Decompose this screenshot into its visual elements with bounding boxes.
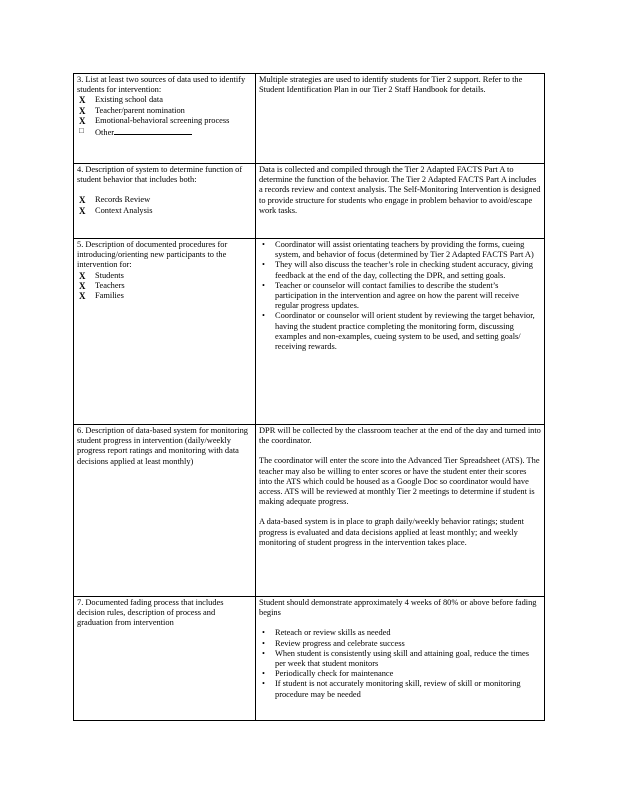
list-item: • Periodically check for maintenance — [262, 669, 394, 679]
bullet-icon: • — [262, 280, 265, 290]
bullet-icon: • — [262, 679, 265, 689]
row-7-right-cell — [256, 597, 545, 721]
row-4-options — [77, 195, 252, 215]
row-7-intro: Student should demonstrate approximately 4 weeks of 80% or above before fading begins — [259, 598, 537, 618]
row-3-right-cell — [256, 74, 545, 164]
row-7-heading: 7. Documented fading process that includes decision rules, description of process and graduation from intervention — [77, 598, 224, 628]
row-7-bullets — [259, 628, 541, 699]
option-teachers: X Teachers — [79, 280, 125, 291]
row-5-heading: 5. Description of documented procedures for introducing/orienting new participants to the intervention for: — [77, 240, 228, 270]
list-item: • If student is not accurately monitoring skill, review of skill or monitoring procedure may be needed — [262, 679, 521, 699]
bullet-icon: • — [262, 669, 265, 679]
option-context-analysis: X Context Analysis — [79, 205, 153, 216]
option-other: □ Other — [77, 126, 252, 138]
row-3-left-cell — [74, 74, 256, 164]
option-students: X Students — [79, 270, 124, 281]
checked-box-icon: X — [79, 105, 86, 116]
bullet-icon: • — [262, 648, 265, 658]
row-6-paragraph-3: A data-based system is in place to graph daily/weekly behavior ratings; student progress is evaluated and data decisions applied at least monthly; and weekly monitoring of student progress in the intervention takes place. — [259, 517, 524, 547]
empty-box-icon: □ — [79, 126, 84, 136]
row-3-options — [77, 95, 252, 138]
row-6-right-cell — [256, 425, 545, 597]
checked-box-icon: X — [79, 195, 86, 206]
list-item: • When student is consistently using skill and attaining goal, reduce the times per week that student monitors — [262, 648, 529, 669]
checked-box-icon: X — [79, 291, 86, 302]
row-4-heading: 4. Description of system to determine function of student behavior that includes both: — [77, 165, 243, 185]
option-existing-school-data: X Existing school data — [79, 95, 163, 106]
row-6-paragraph-2: The coordinator will enter the score into the Advanced Tier Spreadsheet (ATS). The teacher may also be willing to enter scores or have the student enter their scores into the ATS which could be housed as a Google Doc so coordinator would have access. ATS will be reviewed at monthly Tier 2 meetings to determine if student is making adequate progress. — [259, 456, 540, 507]
table-row — [74, 425, 545, 597]
option-families: X Families — [79, 291, 124, 302]
bullet-icon: • — [262, 240, 265, 249]
row-6-paragraph-1: DPR will be collected by the classroom teacher at the end of the day and turned into the coordinator. — [259, 426, 541, 446]
bullet-icon: • — [262, 638, 265, 648]
row-5-options — [77, 271, 252, 302]
checked-box-icon: X — [79, 95, 86, 106]
bullet-icon: • — [262, 260, 265, 270]
table-row — [74, 597, 545, 721]
list-item: • Teacher or counselor will contact families to describe the student’s participation in the intervention and agree on how the parent will receive regular progress updates. — [262, 280, 519, 311]
row-4-response: Data is collected and compiled through the Tier 2 Adapted FACTS Part A to determine the function of the behavior. The Tier 2 Adapted FACTS Part A includes a records review and context analysis. The Self-Monitoring Intervention is designed to provide structure for students who engage in problem behavior to avoid/escape work tasks. — [259, 165, 541, 215]
row-6-heading: 6. Description of data-based system for monitoring student progress in intervention (daily/weekly progress report ratings and monitoring with data decisions applied at least monthly) — [77, 426, 248, 466]
row-4-right-cell — [256, 164, 545, 239]
blank-line — [114, 126, 192, 135]
table-row — [74, 164, 545, 239]
list-item: • Reteach or review skills as needed — [262, 628, 391, 638]
row-6-left-cell — [74, 425, 256, 597]
row-7-left-cell — [74, 597, 256, 721]
bullet-icon: • — [262, 311, 265, 321]
option-emotional-behavioral-screening: X Emotional-behavioral screening process — [79, 115, 230, 126]
list-item: • Review progress and celebrate success — [262, 638, 405, 648]
table-row — [74, 239, 545, 425]
row-3-response: Multiple strategies are used to identify students for Tier 2 support. Refer to the Student Identification Plan in our Tier 2 Staff Handbook for details. — [259, 75, 523, 95]
checked-box-icon: X — [79, 280, 86, 291]
list-item: • They will also discuss the teacher’s role in checking student accuracy, giving feedback at the end of the day, collecting the DPR, and setting goals. — [262, 260, 533, 280]
intervention-table — [73, 73, 545, 721]
list-item: • Coordinator or counselor will orient student by reviewing the target behavior, having the student practice completing the monitoring form, discussing examples and non-examples, cueing system to be used, and setting goals/ receiving rewards. — [262, 311, 535, 352]
row-3-heading: 3. List at least two sources of data used to identify students for intervention: — [77, 75, 246, 95]
list-item: • Coordinator will assist orientating teachers by providing the forms, cueing system, and behavior of focus (determined by Tier 2 Adapted FACTS Part A) — [262, 240, 534, 260]
checked-box-icon: X — [79, 270, 86, 281]
option-teacher-parent-nomination: X Teacher/parent nomination — [79, 105, 185, 116]
bullet-icon: • — [262, 628, 265, 638]
row-5-right-cell — [256, 239, 545, 425]
row-5-bullets — [259, 240, 541, 352]
option-records-review: X Records Review — [79, 195, 151, 206]
row-5-left-cell — [74, 239, 256, 425]
checked-box-icon: X — [79, 115, 86, 126]
table-row — [74, 74, 545, 164]
checked-box-icon: X — [79, 205, 86, 216]
row-4-left-cell — [74, 164, 256, 239]
